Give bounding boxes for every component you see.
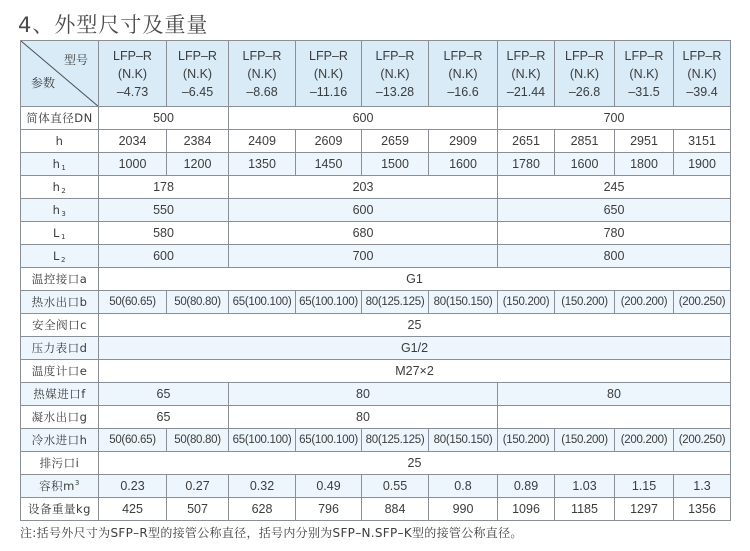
cell: 700 <box>229 245 498 268</box>
cell: 65(100.100) <box>229 291 296 314</box>
cell: 600 <box>229 107 498 130</box>
cell: 800 <box>498 245 731 268</box>
footnote: 注:括号外尺寸为SFP–R型的接管公称直径，括号内分别为SFP–N.SFP–K型的接管公称直径。 <box>20 526 523 540</box>
cell: 507 <box>167 498 229 521</box>
row-label: $L_1$ <box>21 222 99 245</box>
cell: 178 <box>99 176 229 199</box>
model-header: LFP–R (N.K) –11.16 <box>296 41 362 107</box>
table-row <box>21 291 731 314</box>
model-header: LFP–R (N.K) –13.28 <box>362 41 429 107</box>
cell: 2651 <box>498 130 555 153</box>
cell: 245 <box>498 176 731 199</box>
row-label: 排污口i <box>21 452 99 475</box>
row-label: 设备重量kg <box>21 498 99 521</box>
cell: 2034 <box>99 130 167 153</box>
cell: 2384 <box>167 130 229 153</box>
cell: (200.250) <box>674 291 731 314</box>
cell: 65 <box>99 383 229 406</box>
cell: 0.49 <box>296 475 362 498</box>
row-label: $h_2$ <box>21 176 99 199</box>
cell: M27×2 <box>99 360 731 383</box>
cell: 80(125.125) <box>362 429 429 452</box>
row-label: 温控接口a <box>21 268 99 291</box>
table-row <box>21 107 731 130</box>
cell: 80 <box>229 383 498 406</box>
cell: 80 <box>498 383 731 406</box>
cell: 80 <box>229 406 498 429</box>
model-header: LFP–R (N.K) –31.5 <box>615 41 674 107</box>
cell: 425 <box>99 498 167 521</box>
cell: 550 <box>99 199 229 222</box>
cell: 50(60.65) <box>99 291 167 314</box>
cell: 700 <box>498 107 731 130</box>
cell: 3151 <box>674 130 731 153</box>
cell: 1600 <box>429 153 498 176</box>
table-row <box>21 337 731 360</box>
row-label: 热媒进口f <box>21 383 99 406</box>
cell: 600 <box>99 245 229 268</box>
row-label: $L_2$ <box>21 245 99 268</box>
cell: 0.89 <box>498 475 555 498</box>
cell: 580 <box>99 222 229 245</box>
cell: 50(60.65) <box>99 429 167 452</box>
cell: 0.55 <box>362 475 429 498</box>
cell: 2409 <box>229 130 296 153</box>
table-row <box>21 176 731 199</box>
row-label: 凝水出口g <box>21 406 99 429</box>
cell: 680 <box>229 222 498 245</box>
cell <box>498 406 731 429</box>
cell: 0.32 <box>229 475 296 498</box>
table-row <box>21 383 731 406</box>
corner-param-label: 参数 <box>31 76 56 90</box>
cell: 50(80.80) <box>167 429 229 452</box>
table-row <box>21 314 731 337</box>
cell: 884 <box>362 498 429 521</box>
cell: 1.03 <box>555 475 615 498</box>
cell: 50(80.80) <box>167 291 229 314</box>
cell: (150.200) <box>555 429 615 452</box>
cell: (150.200) <box>555 291 615 314</box>
cell: 80(150.150) <box>429 429 498 452</box>
model-header: LFP–R (N.K) –6.45 <box>167 41 229 107</box>
table-row <box>21 452 731 475</box>
cell: 65(100.100) <box>296 429 362 452</box>
cell: 1350 <box>229 153 296 176</box>
cell: 1000 <box>99 153 167 176</box>
cell: 0.27 <box>167 475 229 498</box>
cell: 500 <box>99 107 229 130</box>
row-label: 冷水进口h <box>21 429 99 452</box>
cell: (150.200) <box>498 291 555 314</box>
cell: 796 <box>296 498 362 521</box>
row-label: $h_1$ <box>21 153 99 176</box>
cell: 203 <box>229 176 498 199</box>
cell: 2609 <box>296 130 362 153</box>
cell: 1297 <box>615 498 674 521</box>
cell: 628 <box>229 498 296 521</box>
cell: 600 <box>229 199 498 222</box>
cell: 2909 <box>429 130 498 153</box>
corner-cell <box>21 41 99 107</box>
model-header: LFP–R (N.K) –39.4 <box>674 41 731 107</box>
table-row <box>21 153 731 176</box>
cell: 65 <box>99 406 229 429</box>
cell: G1/2 <box>99 337 731 360</box>
cell: 0.23 <box>99 475 167 498</box>
cell: 80(150.150) <box>429 291 498 314</box>
table-row <box>21 268 731 291</box>
table-row <box>21 130 731 153</box>
table-row <box>21 222 731 245</box>
table-row <box>21 498 731 521</box>
cell: 1780 <box>498 153 555 176</box>
row-label: $h_3$ <box>21 199 99 222</box>
row-label: 容积$m^3$ <box>21 475 99 498</box>
cell: 80(125.125) <box>362 291 429 314</box>
table-row <box>21 245 731 268</box>
model-header: LFP–R (N.K) –4.73 <box>99 41 167 107</box>
row-label: 简体直径DN <box>21 107 99 130</box>
table-row <box>21 475 731 498</box>
cell: 1.3 <box>674 475 731 498</box>
cell: 1200 <box>167 153 229 176</box>
cell: 1800 <box>615 153 674 176</box>
cell: 1356 <box>674 498 731 521</box>
row-label: h <box>21 130 99 153</box>
cell: 1500 <box>362 153 429 176</box>
row-label: 热水出口b <box>21 291 99 314</box>
cell: (150.200) <box>498 429 555 452</box>
cell: 2851 <box>555 130 615 153</box>
cell: 2659 <box>362 130 429 153</box>
cell: 780 <box>498 222 731 245</box>
cell: (200.200) <box>615 291 674 314</box>
cell: 990 <box>429 498 498 521</box>
model-header: LFP–R (N.K) –8.68 <box>229 41 296 107</box>
spec-table <box>20 40 731 521</box>
model-header: LFP–R (N.K) –16.6 <box>429 41 498 107</box>
cell: 25 <box>99 452 731 475</box>
model-header: LFP–R (N.K) –26.8 <box>555 41 615 107</box>
cell: 65(100.100) <box>229 429 296 452</box>
row-label: 温度计口e <box>21 360 99 383</box>
table-row <box>21 406 731 429</box>
cell: (200.250) <box>674 429 731 452</box>
row-label: 压力表口d <box>21 337 99 360</box>
table-row <box>21 199 731 222</box>
corner-model-label: 型号 <box>63 53 88 67</box>
row-label: 安全阀口c <box>21 314 99 337</box>
cell: 1600 <box>555 153 615 176</box>
cell: 0.8 <box>429 475 498 498</box>
cell: 1185 <box>555 498 615 521</box>
section-title: 4、外型尺寸及重量 <box>18 13 209 37</box>
cell: 650 <box>498 199 731 222</box>
cell: 1096 <box>498 498 555 521</box>
cell: 25 <box>99 314 731 337</box>
cell: 1.15 <box>615 475 674 498</box>
cell: 1450 <box>296 153 362 176</box>
header-row <box>21 41 731 107</box>
cell: 1900 <box>674 153 731 176</box>
cell: 2951 <box>615 130 674 153</box>
cell: 65(100.100) <box>296 291 362 314</box>
table-row <box>21 360 731 383</box>
table-row <box>21 429 731 452</box>
cell: G1 <box>99 268 731 291</box>
cell: (200.200) <box>615 429 674 452</box>
model-header: LFP–R (N.K) –21.44 <box>498 41 555 107</box>
